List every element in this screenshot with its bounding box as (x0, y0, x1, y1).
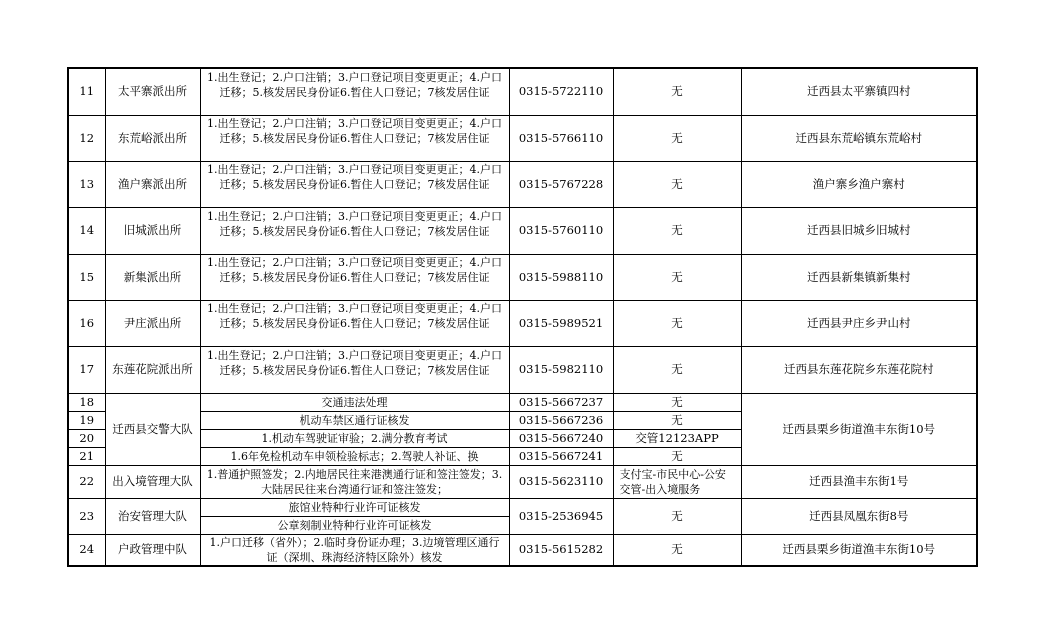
table-row (68, 207, 977, 254)
business-items: 1.出生登记；2.户口注销；3.户口登记项目变更更正；4.户口迁移；5.核发居民身份证6.暂住人口登记；7核发居住证 (200, 346, 509, 393)
row-number: 17 (68, 346, 105, 393)
business-items: 1.出生登记；2.户口注销；3.户口登记项目变更更正；4.户口迁移；5.核发居民身份证6.暂住人口登记；7核发居住证 (200, 254, 509, 300)
business-items: 旅馆业特种行业许可证核发 (200, 498, 509, 516)
police-service-table (67, 67, 978, 567)
address: 迁西县栗乡街道渔丰东街10号 (741, 393, 977, 465)
business-items: 1.出生登记；2.户口注销；3.户口登记项目变更更正；4.户口迁移；5.核发居民身份证6.暂住人口登记；7核发居住证 (200, 68, 509, 115)
online-channel: 无 (613, 115, 741, 161)
online-channel: 无 (613, 346, 741, 393)
address: 渔户寨乡渔户寨村 (741, 161, 977, 207)
address: 迁西县太平寨镇四村 (741, 68, 977, 115)
unit-name: 太平寨派出所 (105, 68, 200, 115)
business-items: 1.机动车驾驶证审验；2.满分教育考试 (200, 429, 509, 447)
phone-number: 0315-5982110 (509, 346, 613, 393)
row-number: 24 (68, 534, 105, 566)
phone-number: 0315-5766110 (509, 115, 613, 161)
phone-number: 0315-5988110 (509, 254, 613, 300)
unit-name: 尹庄派出所 (105, 300, 200, 346)
business-items: 1.出生登记；2.户口注销；3.户口登记项目变更更正；4.户口迁移；5.核发居民身份证6.暂住人口登记；7核发居住证 (200, 115, 509, 161)
business-items: 公章刻制业特种行业许可证核发 (200, 516, 509, 534)
table-row (68, 534, 977, 566)
phone-number: 0315-5615282 (509, 534, 613, 566)
business-items: 机动车禁区通行证核发 (200, 411, 509, 429)
business-items: 1.出生登记；2.户口注销；3.户口登记项目变更更正；4.户口迁移；5.核发居民身份证6.暂住人口登记；7核发居住证 (200, 207, 509, 254)
online-channel: 无 (613, 411, 741, 429)
online-channel: 交管12123APP (613, 429, 741, 447)
phone-number: 0315-5760110 (509, 207, 613, 254)
table-row (68, 68, 977, 115)
address: 迁西县东莲花院乡东莲花院村 (741, 346, 977, 393)
address: 迁西县栗乡街道渔丰东街10号 (741, 534, 977, 566)
address: 迁西县新集镇新集村 (741, 254, 977, 300)
row-number: 12 (68, 115, 105, 161)
business-items: 1.出生登记；2.户口注销；3.户口登记项目变更更正；4.户口迁移；5.核发居民身份证6.暂住人口登记；7核发居住证 (200, 300, 509, 346)
business-items: 1.户口迁移（省外）；2.临时身份证办理；3.边境管理区通行证（深圳、珠海经济特区除外）核发 (200, 534, 509, 566)
online-channel: 无 (613, 498, 741, 534)
table-row (68, 393, 977, 411)
row-number: 22 (68, 465, 105, 498)
online-channel: 无 (613, 300, 741, 346)
unit-name: 出入境管理大队 (105, 465, 200, 498)
phone-number: 0315-5667236 (509, 411, 613, 429)
row-number: 23 (68, 498, 105, 534)
table-row (68, 115, 977, 161)
unit-name: 治安管理大队 (105, 498, 200, 534)
row-number: 18 (68, 393, 105, 411)
online-channel: 无 (613, 534, 741, 566)
online-channel: 支付宝-市民中心-公安交管-出入境服务 (613, 465, 741, 498)
row-number: 14 (68, 207, 105, 254)
unit-name: 新集派出所 (105, 254, 200, 300)
row-number: 13 (68, 161, 105, 207)
phone-number: 0315-5722110 (509, 68, 613, 115)
row-number: 16 (68, 300, 105, 346)
online-channel: 无 (613, 207, 741, 254)
address: 迁西县渔丰东街1号 (741, 465, 977, 498)
address: 迁西县凤凰东街8号 (741, 498, 977, 534)
row-number: 20 (68, 429, 105, 447)
table-row (68, 465, 977, 498)
unit-name: 户政管理中队 (105, 534, 200, 566)
address: 迁西县东荒峪镇东荒峪村 (741, 115, 977, 161)
phone-number: 0315-5667240 (509, 429, 613, 447)
phone-number: 0315-5623110 (509, 465, 613, 498)
table-row (68, 254, 977, 300)
unit-name: 旧城派出所 (105, 207, 200, 254)
online-channel: 无 (613, 254, 741, 300)
address: 迁西县尹庄乡尹山村 (741, 300, 977, 346)
phone-number: 0315-5989521 (509, 300, 613, 346)
row-number: 15 (68, 254, 105, 300)
online-channel: 无 (613, 68, 741, 115)
table-row (68, 300, 977, 346)
online-channel: 无 (613, 161, 741, 207)
row-number: 21 (68, 447, 105, 465)
unit-name: 东荒峪派出所 (105, 115, 200, 161)
online-channel: 无 (613, 393, 741, 411)
business-items: 交通违法处理 (200, 393, 509, 411)
row-number: 19 (68, 411, 105, 429)
business-items: 1.出生登记；2.户口注销；3.户口登记项目变更更正；4.户口迁移；5.核发居民身份证6.暂住人口登记；7核发居住证 (200, 161, 509, 207)
phone-number: 0315-2536945 (509, 498, 613, 534)
unit-name: 东莲花院派出所 (105, 346, 200, 393)
table-row (68, 346, 977, 393)
unit-name: 迁西县交警大队 (105, 393, 200, 465)
business-items: 1.普通护照签发；2.内地居民往来港澳通行证和签注签发；3.大陆居民往来台湾通行证和签注签发； (200, 465, 509, 498)
unit-name: 渔户寨派出所 (105, 161, 200, 207)
phone-number: 0315-5767228 (509, 161, 613, 207)
business-items: 1.6年免检机动车申领检验标志；2.驾驶人补证、换 (200, 447, 509, 465)
online-channel: 无 (613, 447, 741, 465)
table-row (68, 498, 977, 516)
table-row (68, 161, 977, 207)
row-number: 11 (68, 68, 105, 115)
phone-number: 0315-5667237 (509, 393, 613, 411)
phone-number: 0315-5667241 (509, 447, 613, 465)
address: 迁西县旧城乡旧城村 (741, 207, 977, 254)
